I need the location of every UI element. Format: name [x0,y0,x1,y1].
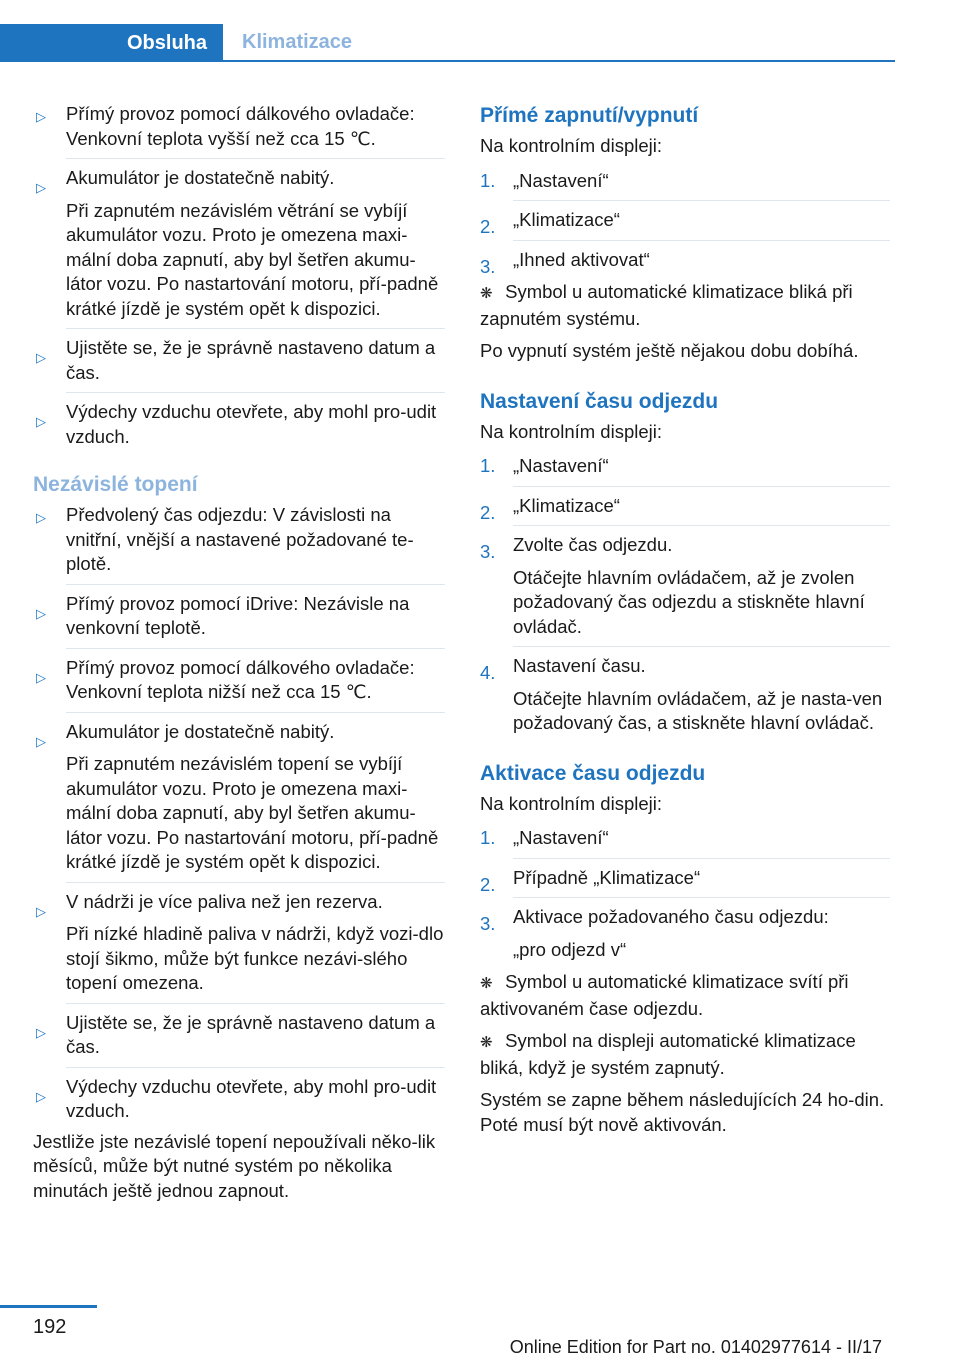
step-text: „Nastavení“ [513,455,609,476]
triangle-right-icon: ▷ [36,669,46,685]
bullet-subtext: Při zapnutém nezávislém topení se vybíjí akumulátor vozu. Proto je omezena maxi‐mální doba zapnutí, aby byl šetřen akumu‐látor vozu. Po nastartování motoru, pří‐padně krátké jízdě je systém opět k dispozici. [66,753,439,872]
list-item [480,240,890,277]
step-text: Aktivace požadovaného času odjezdu: [513,906,829,927]
bullet-subtext: Při zapnutém nezávislém větrání se vybíjí akumulátor vozu. Proto je omezena maxi‐mální doba zapnutí, aby byl šetřen akumu‐látor vozu. Po nastartování motoru, pří‐padně krátké jízdě je systém opět k dispozici. [66,199,439,319]
divider [66,392,445,393]
bullet-text: Výdechy vzduchu otevřete, aby mohl pro‐udit vzduch. [66,401,437,447]
fan-symbol-text: Symbol u automatické klimatizace bliká při zapnutém systému. [480,281,853,329]
divider [513,240,890,241]
list-item [480,169,890,194]
triangle-right-icon: ▷ [36,109,46,124]
section-intro: Na kontrolním displeji: [480,135,662,156]
divider [66,328,445,329]
bullet-text: Akumulátor je dostatečně nabitý. [66,167,335,188]
list-item [480,858,890,895]
step-number: 2. [480,216,496,237]
step-number: 1. [480,455,496,476]
triangle-right-icon: ▷ [36,1024,46,1040]
step-number: 1. [480,827,496,848]
section-intro: Na kontrolním displeji: [480,420,662,442]
tab-klimatizace-label: Klimatizace [242,30,353,53]
step-number: 3. [480,541,496,562]
list-item [33,882,445,996]
bullet-text: Ujistěte se, že je správně nastaveno datum a čas. [66,337,436,383]
fan-symbol-text: Symbol na displeji automatické klimatizace bliká, když je systém zapnutý. [480,1030,856,1078]
note-paragraph: Po vypnutí systém ještě nějakou dobu dobíhá. [480,340,859,361]
step-subtext: Otáčejte hlavním ovládačem, až je zvolen požadovaný čas odjezdu a stiskněte hlavní ovládač. [513,566,865,637]
edition-note: Online Edition for Part no. 01402977614 - II/17 [509,1337,882,1357]
heating-bullet-list [33,503,445,1124]
steps-list [480,169,890,277]
list-item [33,712,445,875]
list-item [33,392,445,449]
divider [66,882,445,883]
step-text: Zvolte čas odjezdu. [513,534,673,555]
list-item [33,102,445,151]
divider [66,1067,445,1068]
step-text: „Klimatizace“ [513,209,620,230]
bullet-text: Přímý provoz pomocí dálkového ovladače: Venkovní teplota nižší než cca 15 ℃. [66,656,415,702]
fan-symbol-note [480,280,890,331]
bullet-text: Předvolený čas odjezdu: V závislosti na vnitřní, vnější a nastavené požadované te‐plotě. [66,504,414,574]
steps-list [480,826,890,962]
top-bullet-list [33,102,445,449]
step-text: „Ihned aktivovat“ [513,248,650,270]
section-heading-prime-zapnuti: Přímé zapnutí/vypnutí [480,104,699,127]
tab-klimatizace[interactable] [223,24,352,60]
list-item [480,486,890,523]
bullet-subtext: Při nízké hladině paliva v nádrži, když vozi‐dlo stojí šikmo, může být funkce nezávi‐slého topení omezena. [66,923,444,993]
step-number: 2. [480,501,496,523]
list-item [480,525,890,639]
triangle-right-icon: ▷ [36,605,46,621]
section-intro: Na kontrolním displeji: [480,792,662,814]
section-heading-aktivace-casu: Aktivace času odjezdu [480,761,706,785]
step-number: 1. [480,169,496,191]
divider [513,858,890,859]
note-paragraph: Systém se zapne během následujících 24 ho‐din. Poté musí být nově aktivován. [480,1089,885,1135]
fan-icon: ❋ [480,285,493,302]
fan-symbol-note [480,1029,890,1080]
page-number: 192 [33,1316,67,1338]
divider [513,200,890,201]
fan-symbol-text: Symbol u automatické klimatizace svítí při aktivovaném čase odjezdu. [480,971,849,1019]
list-item [33,584,445,641]
divider [513,897,890,898]
bullet-text: Akumulátor je dostatečně nabitý. [66,720,335,742]
steps-list [480,454,890,736]
triangle-right-icon: ▷ [36,510,46,525]
footer-rule [0,1305,97,1308]
list-item [33,328,445,385]
list-item [33,158,445,321]
step-text: Nastavení času. [513,655,646,676]
page-header [0,24,895,62]
divider [513,486,890,487]
step-number: 4. [480,662,496,683]
list-item [480,454,890,479]
divider [66,1003,445,1004]
left-column [33,102,445,1203]
step-number: 2. [480,873,496,895]
bullet-text: V nádrži je více paliva než jen rezerva. [66,890,383,912]
triangle-right-icon: ▷ [36,414,46,429]
triangle-right-icon: ▷ [36,733,46,749]
closing-paragraph: Jestliže jste nezávislé topení nepoužívali něko‐lik měsíců, může být nutné systém po několika minutách ještě jednou zapnout. [33,1130,436,1201]
list-item [33,503,445,577]
triangle-right-icon: ▷ [36,1088,46,1104]
bullet-text: Přímý provoz pomocí dálkového ovladače: Venkovní teplota vyšší než cca 15 ℃. [66,103,415,149]
triangle-right-icon: ▷ [36,350,46,365]
divider [66,584,445,585]
list-item [480,646,890,736]
list-item [33,648,445,705]
triangle-right-icon: ▷ [36,903,46,919]
step-text: „Klimatizace“ [513,494,620,516]
list-item [480,826,890,851]
step-subtext: „pro odjezd v“ [513,938,627,960]
step-text: Případně „Klimatizace“ [513,866,701,888]
fan-icon: ❋ [480,1034,493,1051]
divider [66,158,445,159]
bullet-text: Ujistěte se, že je správně nastaveno datum a čas. [66,1011,436,1057]
step-text: „Nastavení“ [513,169,609,191]
fan-symbol-note [480,970,890,1021]
divider [66,648,445,649]
list-item [33,1067,445,1124]
list-item [480,200,890,237]
triangle-right-icon: ▷ [36,180,46,195]
step-subtext: Otáčejte hlavním ovládačem, až je nasta‐ven požadovaný čas, a stiskněte hlavní ovládač. [513,687,883,733]
section-heading-nezavisle-topeni: Nezávislé topení [33,473,198,496]
right-column [480,102,890,1137]
bullet-text: Výdechy vzduchu otevřete, aby mohl pro‐udit vzduch. [66,1075,437,1121]
list-item [33,1003,445,1060]
divider [513,525,890,526]
step-number: 3. [480,913,496,934]
step-number: 3. [480,255,496,277]
bullet-text: Přímý provoz pomocí iDrive: Nezávisle na venkovní teplotě. [66,592,410,638]
step-text: „Nastavení“ [513,827,609,848]
header-rule [0,60,895,62]
tab-obsluha-label: Obsluha [126,31,207,54]
divider [513,646,890,647]
tab-obsluha[interactable] [0,24,223,62]
divider [66,712,445,713]
list-item [480,897,890,962]
fan-icon: ❋ [480,975,493,992]
section-heading-nastaveni-casu: Nastavení času odjezdu [480,389,719,413]
